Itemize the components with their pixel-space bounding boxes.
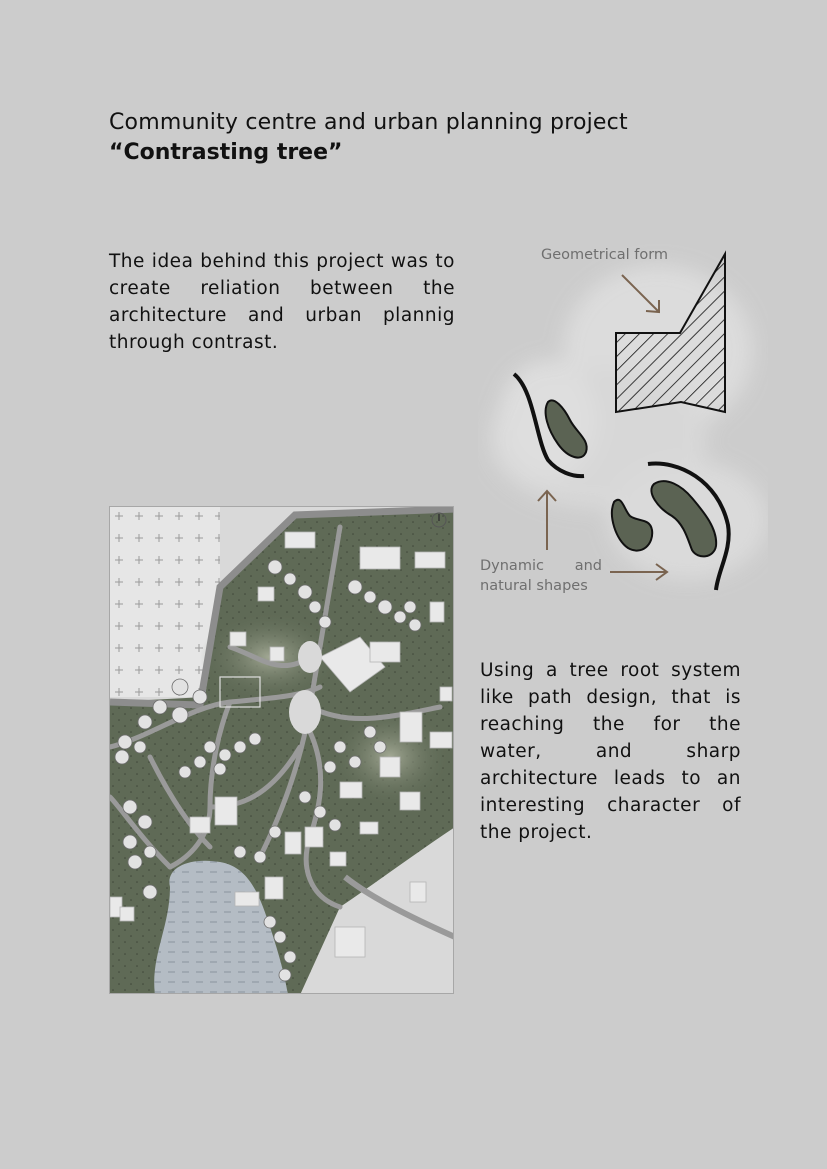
intro-paragraph: The idea behind this project was to create reliation between the architecture and urban plannig through contrast.: [109, 251, 455, 353]
label-geometrical-form: Geometrical form: [541, 247, 669, 263]
label-dynamic-line2: natural shapes: [480, 578, 588, 594]
project-name: “Contrasting tree”: [109, 140, 343, 165]
concept-diagram: [478, 240, 768, 600]
label-dynamic-line1: Dynamic and: [480, 558, 602, 574]
site-plan-drawing: [110, 507, 454, 994]
page-title: Community centre and urban planning project: [109, 110, 628, 135]
concept-paragraph: Using a tree root system like path design, that is reaching the for the water, and sharp architecture leads to an interesting character of the project.: [480, 660, 741, 843]
site-plan: [109, 506, 454, 994]
